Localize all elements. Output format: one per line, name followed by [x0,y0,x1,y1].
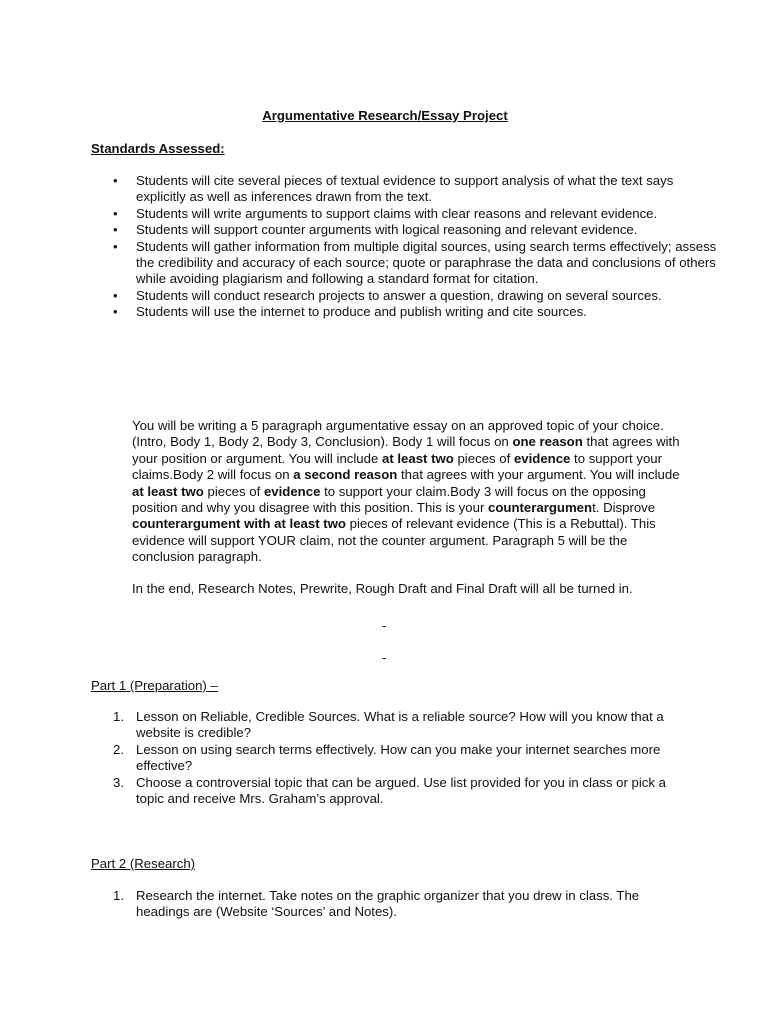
bullet-icon: • [113,238,118,254]
bullet-icon: • [113,173,118,188]
list-number: 1. [113,709,124,724]
list-number: 3. [113,774,124,790]
list-number: 1. [113,888,124,903]
part1-heading: Part 1 (Preparation) – [91,678,218,693]
bullet-icon: • [113,287,118,303]
bullet-icon: • [113,222,118,238]
list-item: • Students will support counter arguments with logical reasoning and relevant evidence. [113,222,638,238]
list-item: 1. Research the internet. Take notes on the graphic organizer that you drew in class. The headings are (Website ‘Sources’ and Notes). [113,888,640,920]
list-number: 2. [113,741,124,757]
list-item: • Students will conduct research projects to answer a question, drawing on several sources. [113,287,662,303]
list-item: 2. Lesson on using search terms effectively. How can you make your internet searches more effective? [113,741,661,774]
separator-dash: - [382,618,387,633]
list-item: • Students will use the internet to produce and publish writing and cite sources. [113,304,587,320]
document-title: Argumentative Research/Essay Project [262,108,508,123]
essay-instructions-paragraph: You will be writing a 5 paragraph argumentative essay on an approved topic of your choice. (Intro, Body 1, Body 2, Body 3, Conclusion). Body 1 will focus on one reason that agrees with your position or argument. You will include at least two pieces of evidence to support your claims.Body 2 will focus on a second reason that agrees with your argument. You will include at least two pieces of evidence to support your claim.Body 3 will focus on the opposing position and why you disagree with this position. This is your counterargument. Disprove counterargument with at least two pieces of relevant evidence (This is a Rebuttal). This evidence will support YOUR claim, not the counter argument. Paragraph 5 will be the conclusion paragraph. [132,418,680,565]
part2-list [91,888,691,921]
part1-list [91,709,691,807]
list-item: 3. Choose a controversial topic that can be argued. Use list provided for you in class or pick a topic and receive Mrs. Graham’s approval. [113,774,666,807]
separator-dash: - [382,650,387,665]
standards-heading: Standards Assessed: [91,141,225,156]
list-item: • Students will gather information from multiple digital sources, using search terms effectively; assess the credibility and accuracy of each source; quote or paraphrase the data and conclusions of others while avoiding plagiarism and following a standard format for citation. [113,238,717,287]
turn-in-paragraph: In the end, Research Notes, Prewrite, Rough Draft and Final Draft will all be turned in. [132,581,633,596]
standards-list [91,173,721,321]
list-item: 1. Lesson on Reliable, Credible Sources. What is a reliable source? How will you know that a website is credible? [113,709,664,741]
list-item: • Students will write arguments to support claims with clear reasons and relevant evidence. [113,205,658,221]
list-item: • Students will cite several pieces of textual evidence to support analysis of what the text says explicitly as well as inferences drawn from the text. [113,173,674,205]
part2-heading: Part 2 (Research) [91,856,196,871]
bullet-icon: • [113,205,118,221]
bullet-icon: • [113,304,118,320]
